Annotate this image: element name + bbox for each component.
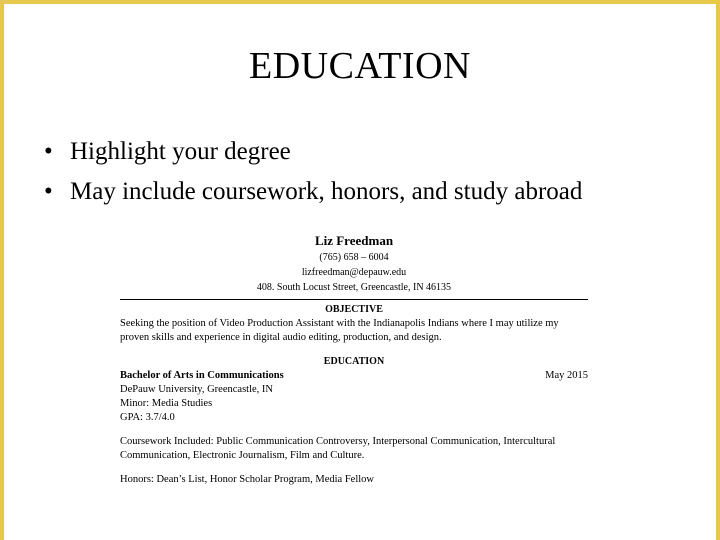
slide-title: EDUCATION	[249, 45, 471, 87]
resume-address: 408. South Locust Street, Greencastle, IN 46135	[256, 282, 452, 293]
bullet-text: May include coursework, honors, and study abroad	[70, 178, 583, 205]
resume-divider	[120, 299, 588, 300]
frame-top-border	[0, 0, 720, 4]
school-name: DePauw University, Greencastle, IN	[120, 384, 273, 395]
objective-text: Seeking the position of Video Production Assistant with the Indianapolis Indians where I may utilize my proven skills and experience in digital audio editing, production, and design.	[120, 318, 559, 343]
resume-sample	[120, 232, 588, 487]
education-heading: EDUCATION	[323, 356, 385, 367]
coursework: Coursework Included: Public Communication Controversy, Interpersonal Communication, Intercultural Communication, Electronic Journalism, Film and Culture.	[120, 436, 556, 461]
resume-email: lizfreedman@depauw.edu	[301, 267, 407, 278]
gpa: GPA: 3.7/4.0	[120, 412, 175, 423]
resume-phone: (765) 658 – 6004	[319, 252, 389, 263]
degree-title: Bachelor of Arts in Communications	[120, 370, 284, 381]
bullet-icon: •	[44, 178, 53, 205]
honors: Honors: Dean’s List, Honor Scholar Program, Media Fellow	[120, 474, 375, 485]
bullet-item	[44, 132, 582, 172]
degree-date: May 2015	[545, 370, 588, 381]
objective-heading: OBJECTIVE	[325, 304, 383, 315]
bullet-text: Highlight your degree	[70, 138, 291, 165]
minor: Minor: Media Studies	[120, 398, 213, 409]
bullet-icon: •	[44, 138, 53, 165]
bullet-list	[44, 132, 582, 212]
degree-row	[120, 369, 588, 383]
resume-name: Liz Freedman	[314, 233, 394, 248]
bullet-item	[44, 172, 582, 212]
